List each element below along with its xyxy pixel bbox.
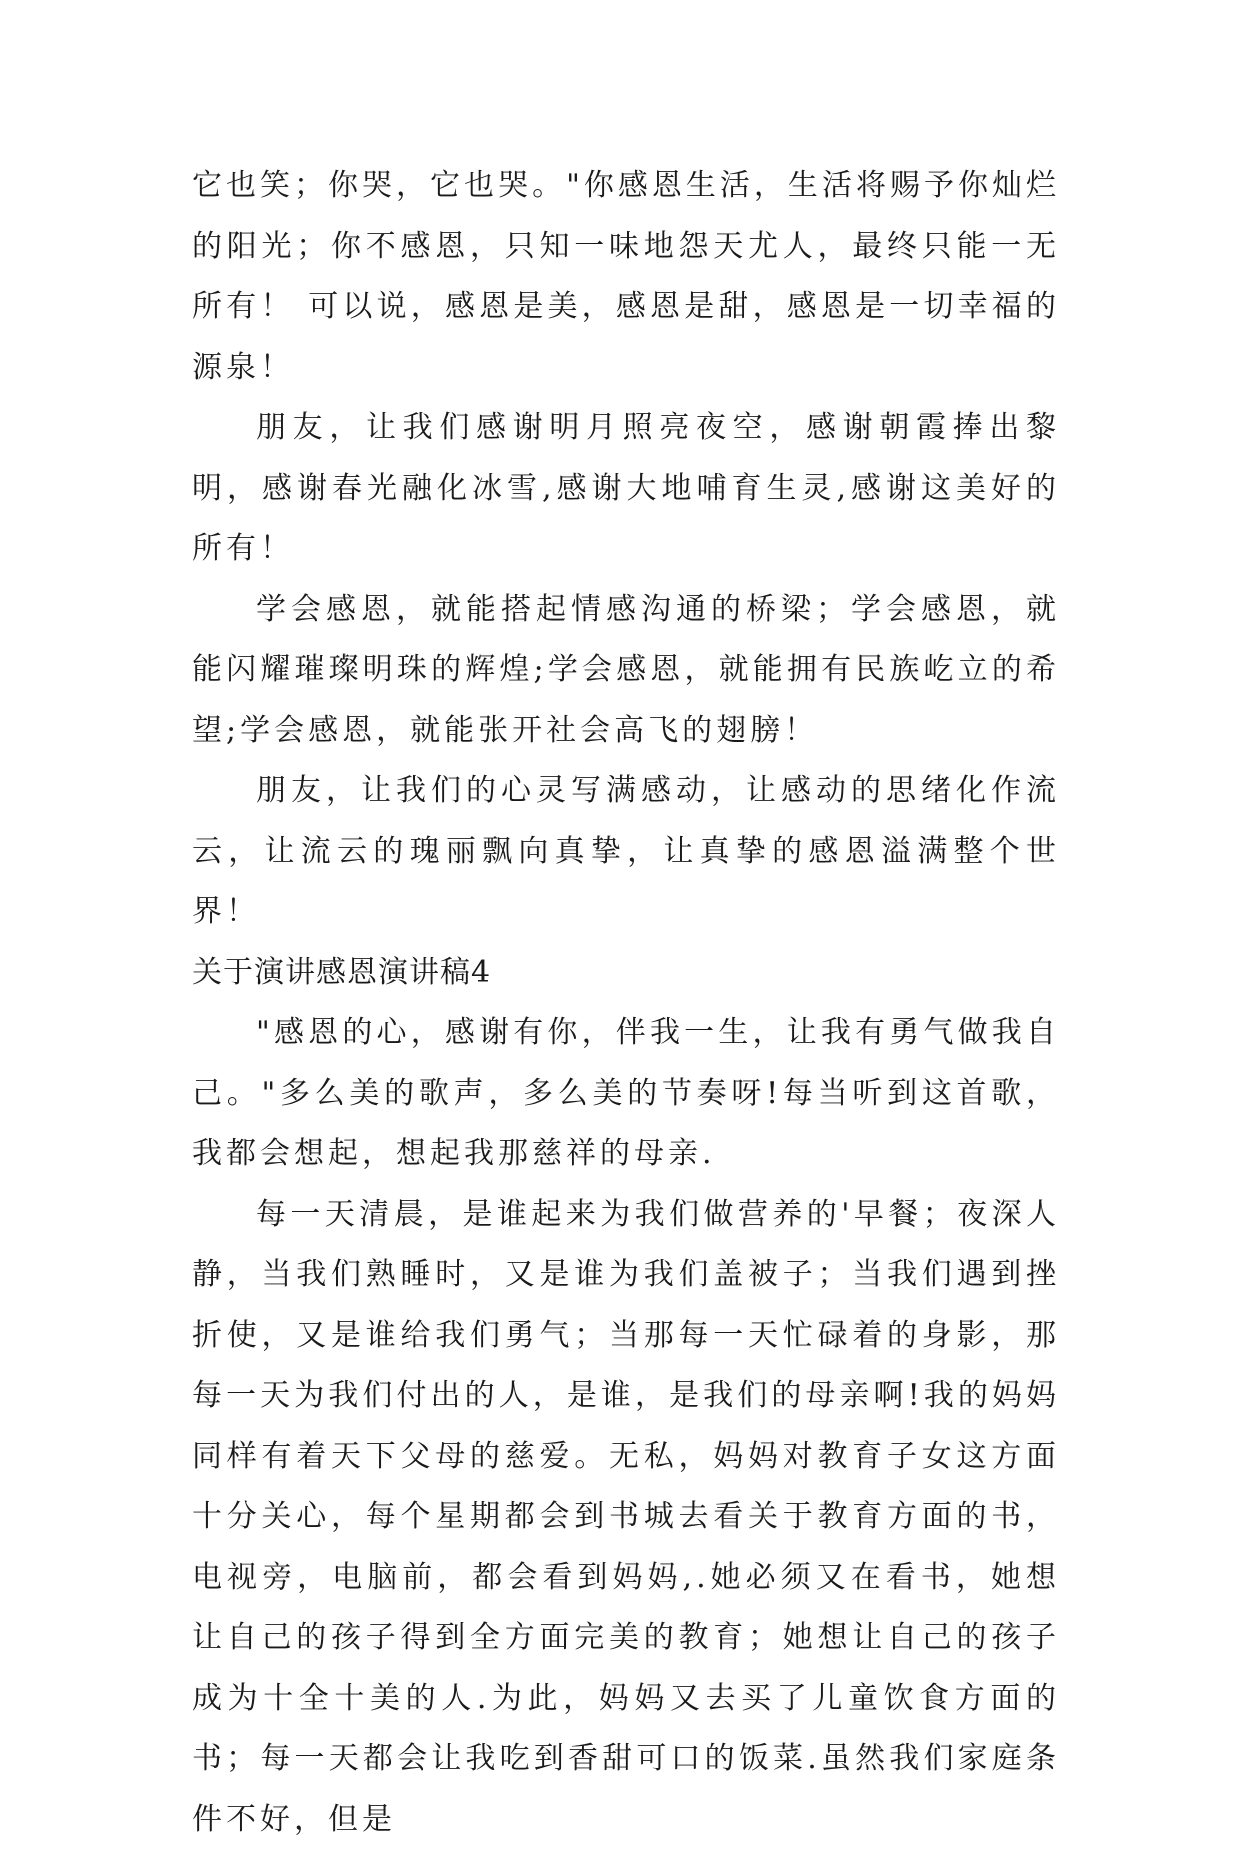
paragraph: 它也笑；你哭，它也哭。"你感恩生活，生活将赐予你灿烂的阳光；你不感恩，只知一味地怨天尤人，最终只能一无所有！ 可以说，感恩是美，感恩是甜，感恩是一切幸福的源泉！ [192, 156, 1060, 398]
paragraph: 朋友，让我们感谢明月照亮夜空，感谢朝霞捧出黎明，感谢春光融化冰雪,感谢大地哺育生灵,感谢这美好的所有！ [192, 398, 1060, 580]
paragraph: 朋友，让我们的心灵写满感动，让感动的思绪化作流云，让流云的瑰丽飘向真挚，让真挚的感恩溢满整个世界！ [192, 761, 1060, 943]
paragraph: "感恩的心，感谢有你，伴我一生，让我有勇气做我自己。"多么美的歌声，多么美的节奏呀!每当听到这首歌，我都会想起，想起我那慈祥的母亲. [192, 1003, 1060, 1185]
document-body [192, 156, 1060, 1850]
paragraph: 学会感恩，就能搭起情感沟通的桥梁；学会感恩，就能闪耀璀璨明珠的辉煌;学会感恩，就能拥有民族屹立的希望;学会感恩，就能张开社会高飞的翅膀！ [192, 580, 1060, 762]
paragraph: 每一天清晨，是谁起来为我们做营养的'早餐；夜深人静，当我们熟睡时，又是谁为我们盖被子；当我们遇到挫折使，又是谁给我们勇气；当那每一天忙碌着的身影，那每一天为我们付出的人，是谁，是我们的母亲啊!我的妈妈同样有着天下父母的慈爱。无私，妈妈对教育子女这方面十分关心，每个星期都会到书城去看关于教育方面的书，电视旁，电脑前，都会看到妈妈,.她必须又在看书，她想让自己的孩子得到全方面完美的教育；她想让自己的孩子成为十全十美的人.为此，妈妈又去买了儿童饮食方面的书；每一天都会让我吃到香甜可口的饭菜.虽然我们家庭条件不好，但是 [192, 1185, 1060, 1850]
section-heading: 关于演讲感恩演讲稿4 [192, 943, 1060, 1004]
